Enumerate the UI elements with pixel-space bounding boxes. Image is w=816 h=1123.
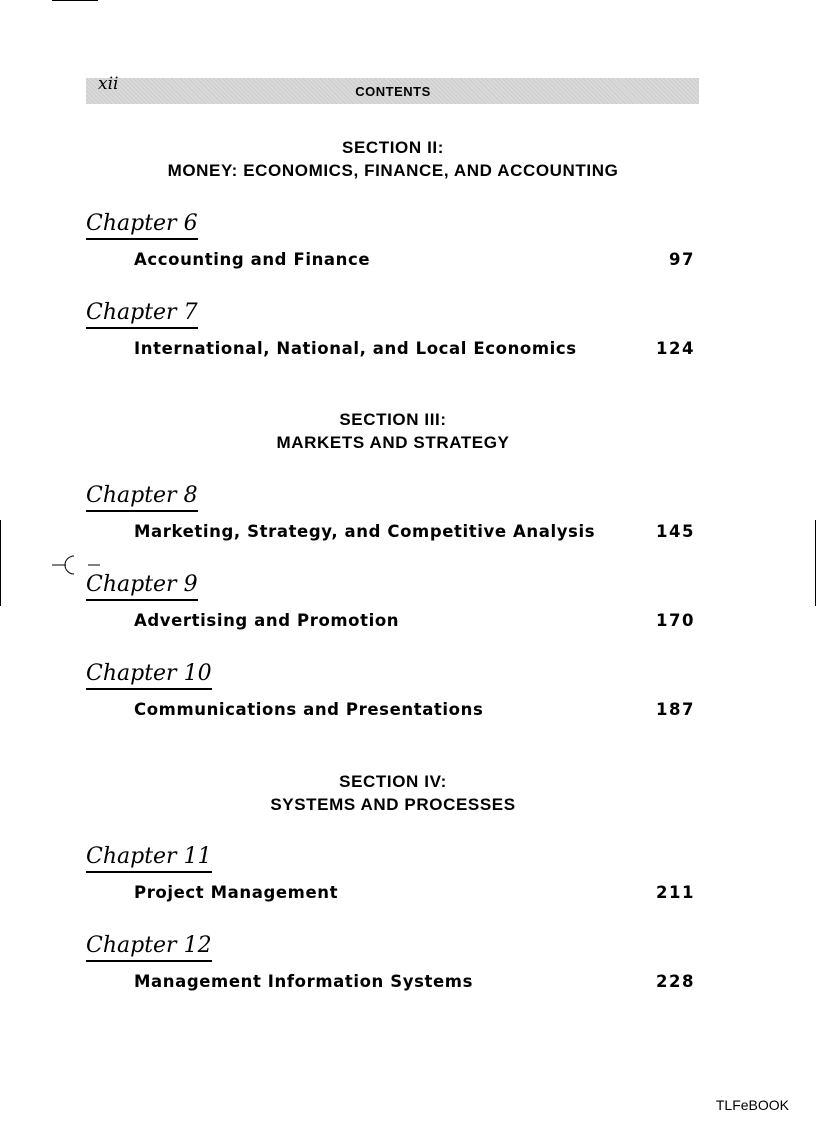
page-number: xii	[98, 74, 119, 94]
section-title: MONEY: ECONOMICS, FINANCE, AND ACCOUNTING	[167, 161, 619, 180]
chapter-title[interactable]: International, National, and Local Economics	[134, 339, 577, 358]
chapter-title[interactable]: Advertising and Promotion	[134, 611, 400, 630]
chapter-label: Chapter 9	[86, 572, 198, 601]
chapter-title[interactable]: Project Management	[134, 883, 339, 902]
chapter-label: Chapter 7	[86, 300, 198, 329]
chapter-label: Chapter 6	[86, 211, 198, 240]
chapter-page-number[interactable]: 228	[656, 972, 695, 991]
chapter-page-number[interactable]: 97	[669, 250, 695, 269]
chapter-page-number[interactable]: 145	[656, 522, 695, 541]
crop-mark-top-left	[52, 0, 98, 1]
chapter-page-number[interactable]: 170	[656, 611, 695, 630]
section-label: SECTION III:	[339, 410, 447, 429]
chapter-label: Chapter 12	[86, 933, 212, 962]
chapter-label: Chapter 10	[86, 661, 212, 690]
section-label: SECTION IV:	[339, 772, 447, 791]
chapter-label: Chapter 8	[86, 483, 198, 512]
section-title: MARKETS AND STRATEGY	[276, 433, 510, 452]
running-title: CONTENTS	[355, 84, 431, 99]
watermark-text: TLFeBOOK	[715, 1097, 789, 1113]
section-heading	[0, 770, 786, 816]
crop-mark-left	[0, 520, 1, 606]
section-heading	[0, 408, 786, 454]
section-label: SECTION II:	[342, 138, 444, 157]
chapter-title[interactable]: Marketing, Strategy, and Competitive Analysis	[134, 522, 596, 541]
section-heading	[0, 136, 786, 182]
section-title: SYSTEMS AND PROCESSES	[270, 795, 516, 814]
chapter-title[interactable]: Management Information Systems	[134, 972, 473, 991]
chapter-label: Chapter 11	[86, 844, 212, 873]
chapter-page-number[interactable]: 187	[656, 700, 695, 719]
chapter-page-number[interactable]: 211	[656, 883, 695, 902]
chapter-title[interactable]: Accounting and Finance	[134, 250, 371, 269]
chapter-title[interactable]: Communications and Presentations	[134, 700, 484, 719]
chapter-page-number[interactable]: 124	[656, 339, 695, 358]
